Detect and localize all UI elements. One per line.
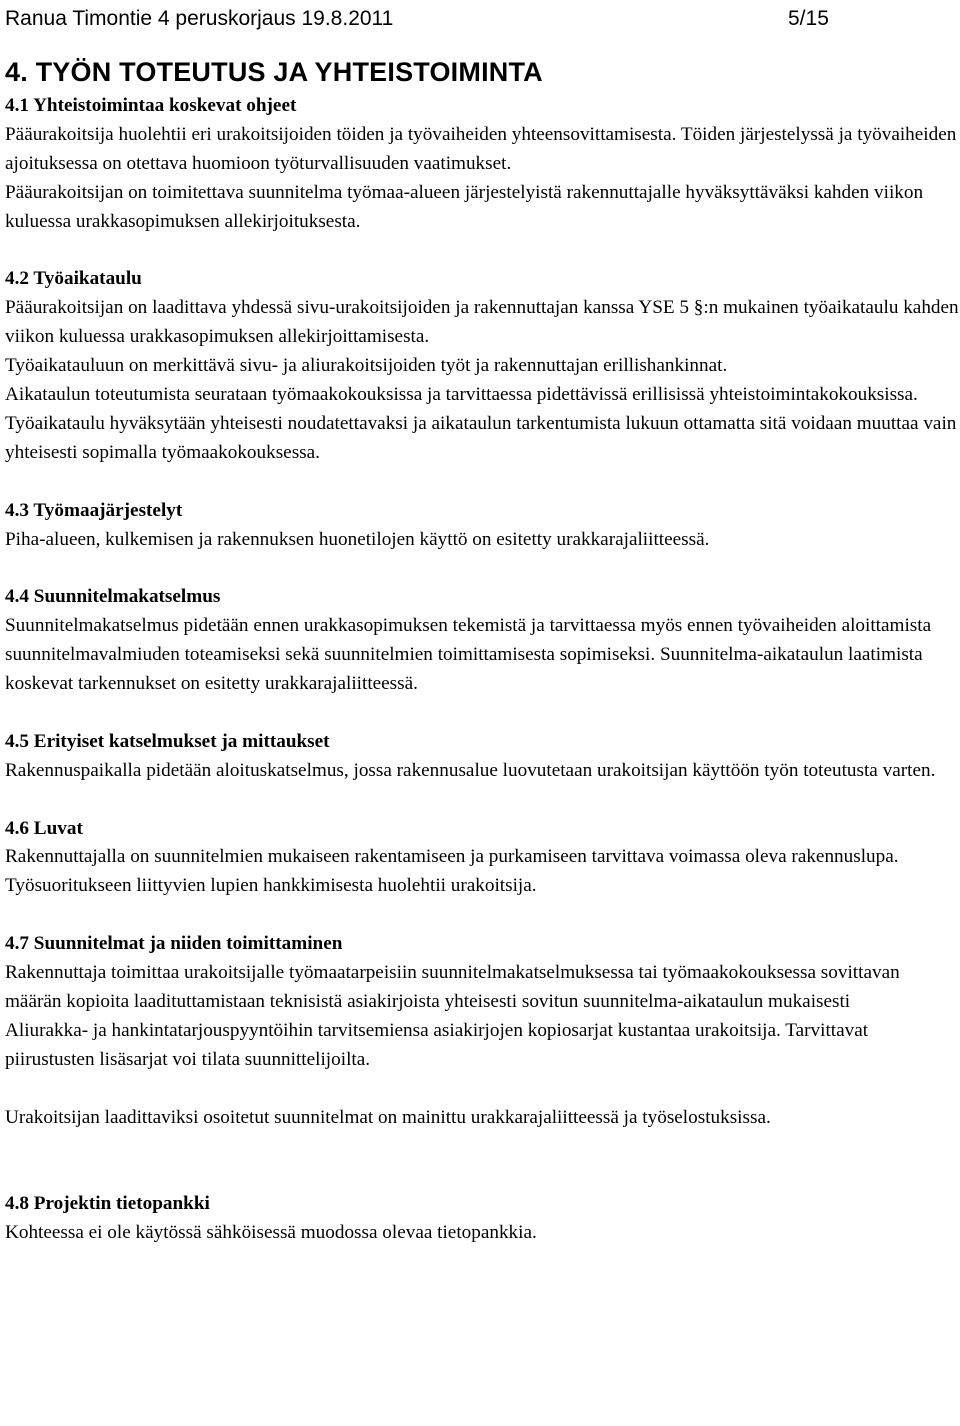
paragraph: Rakennuttaja toimittaa urakoitsijalle työmaatarpeisiin suunnitelmakatselmuksessa tai työmaakokouksessa sovittavan määrän kopioita laadituttamistaan teknisistä asiakirjoista yhteisesti sovitun suunnitelma-aikataulun mukaisesti: [5, 962, 900, 1012]
paragraph: Kohteessa ei ole käytössä sähköisessä muodossa olevaa tietopankkia.: [5, 1222, 537, 1244]
section-4-7: [5, 930, 960, 1132]
section-4-8: [5, 1190, 960, 1248]
section-title: 4.1 Yhteistoimintaa koskevat ohjeet: [5, 95, 297, 116]
section-title: 4.3 Työmaajärjestelyt: [5, 499, 183, 521]
paragraph: Urakoitsijan laadittaviksi osoitetut suunnitelmat on mainittu urakkarajaliitteessä ja työselostuksissa.: [5, 1106, 771, 1128]
section-4-5: [5, 728, 960, 786]
paragraph: Suunnitelmakatselmus pidetään ennen urakkasopimuksen tekemistä ja tarvittaessa myös ennen työvaiheiden aloittamista suunnitelmavalmiuden toteamiseksi sekä suunnitelmien toimittamisesta sopimiseksi. Suunnitelma-aikataulun laatimista koskevat tarkennukset on esitetty urakkarajaliitteessä.: [5, 615, 932, 695]
paragraph: Työsuoritukseen liittyvien lupien hankkimisesta huolehtii urakoitsija.: [5, 875, 537, 897]
section-4-4: [5, 583, 960, 699]
paragraph: Pääurakoitsijan on toimitettava suunnitelma työmaa-alueen järjestelyistä rakennuttajalle hyväksyttäväksi kahden viikon kuluessa urakkasopimuksen allekirjoituksesta.: [5, 181, 924, 232]
paragraph: Työaikatauluun on merkittävä sivu- ja aliurakoitsijoiden työt ja rakennuttajan erillishankinnat.: [5, 355, 728, 377]
document-body: [5, 92, 960, 1248]
paragraph: Aikataulun toteutumista seurataan työmaakokouksissa ja tarvittaessa pidettävissä erillisissä yhteistoimintakokouksissa. Työaikataulu hyväksytään yhteisesti noudatettavaksi ja aikataulun tarkentumista lukuun ottamatta sitä voidaan muuttaa vain yhteisesti sopimalla työmaakokouksessa.: [5, 384, 957, 463]
header-title: Ranua Timontie 4 peruskorjaus 19.8.2011: [5, 7, 394, 30]
section-title: 4.7 Suunnitelmat ja niiden toimittaminen: [5, 933, 343, 955]
paragraph: Piha-alueen, kulkemisen ja rakennuksen huonetilojen käyttö on esitetty urakkarajaliitteessä.: [5, 528, 710, 550]
paragraph: Aliurakka- ja hankintatarjouspyyntöihin tarvitsemiensa asiakirjojen kopiosarjat kustantaa urakoitsija. Tarvittavat piirustusten lisäsarjat voi tilata suunnittelijoilta.: [5, 1019, 869, 1070]
section-4-1: [5, 92, 960, 237]
paragraph: Pääurakoitsijan on laadittava yhdessä sivu-urakoitsijoiden ja rakennuttajan kanssa YSE 5 §:n mukainen työaikataulu kahden viikon kuluessa urakkasopimuksen allekirjoittamisesta.: [5, 297, 959, 348]
section-title: 4.8 Projektin tietopankki: [5, 1193, 210, 1215]
section-title: 4.6 Luvat: [5, 817, 83, 839]
section-title: 4.2 Työaikataulu: [5, 268, 142, 290]
section-4-6: [5, 815, 960, 902]
paragraph: Rakennuttajalla on suunnitelmien mukaiseen rakentamiseen ja purkamiseen tarvittava voimassa oleva rakennuslupa.: [5, 846, 899, 868]
section-4-3: [5, 497, 960, 555]
section-title: 4.4 Suunnitelmakatselmus: [5, 586, 221, 608]
section-4-2: [5, 265, 960, 467]
paragraph: Pääurakoitsija huolehtii eri urakoitsijoiden töiden ja työvaiheiden yhteensovittamisesta. Töiden järjestelyssä ja työvaiheiden ajoituksessa on otettava huomioon työturvallisuuden vaatimukset.: [5, 123, 957, 174]
paragraph-spacer: [5, 1075, 960, 1104]
paragraph: Rakennuspaikalla pidetään aloituskatselmus, jossa rakennusalue luovutetaan urakoitsijan käyttöön työn toteutusta varten.: [5, 759, 936, 781]
section-title: 4.5 Erityiset katselmukset ja mittaukset: [5, 730, 330, 752]
section-spacer: [5, 1133, 960, 1191]
chapter-heading: 4. TYÖN TOTEUTUS JA YHTEISTOIMINTA: [5, 57, 543, 87]
page-number: 5/15: [788, 7, 829, 30]
